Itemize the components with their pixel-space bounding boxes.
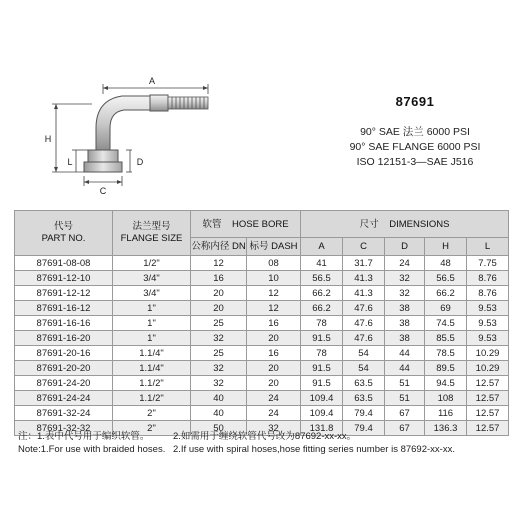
flange-size-cell: 1" (113, 331, 191, 346)
part-no-cell: 87691-16-20 (15, 331, 113, 346)
dim-l-cell: 12.57 (467, 391, 509, 406)
dim-label-a: A (148, 76, 156, 86)
dim-l-cell: 12.57 (467, 421, 509, 436)
flange-head (88, 150, 118, 162)
dim-c-cell: 54 (343, 361, 385, 376)
table-row (15, 361, 509, 376)
part-no-cell: 87691-16-12 (15, 301, 113, 316)
flange-size-cell: 1/2" (113, 256, 191, 271)
table-body (15, 256, 509, 436)
dim-d-cell: 67 (385, 406, 425, 421)
serrated-tail (168, 97, 208, 109)
part-no-cell: 87691-12-12 (15, 286, 113, 301)
dim-c-cell: 47.6 (343, 316, 385, 331)
dim-c-cell: 41.3 (343, 271, 385, 286)
dim-h-cell: 108 (425, 391, 467, 406)
dim-a-cell: 109.4 (301, 391, 343, 406)
dim-l-cell: 12.57 (467, 406, 509, 421)
flange-size-cell: 3/4" (113, 271, 191, 286)
header-flange-cn: 法兰型号 (132, 221, 171, 232)
header-hose-en: HOSE BORE (232, 218, 289, 230)
dim-h-cell: 116 (425, 406, 467, 421)
dim-l-cell: 8.76 (467, 286, 509, 301)
dim-h-cell: 69 (425, 301, 467, 316)
dash-cell: 10 (247, 271, 301, 286)
table-row (15, 331, 509, 346)
dim-d-cell: 44 (385, 346, 425, 361)
dim-d-cell: 38 (385, 316, 425, 331)
flange-size-cell: 1" (113, 316, 191, 331)
dash-cell: 20 (247, 361, 301, 376)
dim-d-cell: 44 (385, 361, 425, 376)
dim-c-cell: 41.3 (343, 286, 385, 301)
dim-c-cell: 63.5 (343, 376, 385, 391)
part-no-cell: 87691-24-24 (15, 391, 113, 406)
part-no-cell: 87691-24-20 (15, 376, 113, 391)
dn-cell: 40 (191, 391, 247, 406)
dim-c-cell: 79.4 (343, 406, 385, 421)
dash-cell: 12 (247, 286, 301, 301)
spec-line-en: 90° SAE FLANGE 6000 PSI (349, 141, 481, 153)
dn-cell: 16 (191, 271, 247, 286)
dim-d-cell: 32 (385, 271, 425, 286)
header-dash: 标号 DASH (247, 238, 301, 256)
dim-l-cell: 10.29 (467, 346, 509, 361)
dash-cell: 16 (247, 346, 301, 361)
header-dim-cn: 尺寸 (359, 218, 379, 230)
dash-cell: 16 (247, 316, 301, 331)
dim-c-cell: 47.6 (343, 301, 385, 316)
flange-size-cell: 2" (113, 406, 191, 421)
flange-size-cell: 1" (113, 301, 191, 316)
header-dim-a: A (301, 238, 343, 256)
dash-cell: 08 (247, 256, 301, 271)
flange-size-cell: 1.1/4" (113, 361, 191, 376)
dim-c-cell: 63.5 (343, 391, 385, 406)
dim-h-cell: 136.3 (425, 421, 467, 436)
dim-a-cell: 66.2 (301, 286, 343, 301)
dn-cell: 40 (191, 406, 247, 421)
notes-cn-row (18, 430, 508, 443)
dim-a-cell: 131.8 (301, 421, 343, 436)
dim-d-cell: 51 (385, 376, 425, 391)
dim-a-cell: 78 (301, 346, 343, 361)
dim-c-cell: 31.7 (343, 256, 385, 271)
dim-a-cell: 91.5 (301, 331, 343, 346)
dim-label-h: H (44, 134, 52, 144)
flange-size-cell: 3/4" (113, 286, 191, 301)
dim-a-cell: 78 (301, 316, 343, 331)
dim-label-l: L (67, 157, 73, 167)
dim-l-cell: 9.53 (467, 331, 509, 346)
notes-en-row (18, 443, 508, 456)
dn-cell: 25 (191, 316, 247, 331)
dn-cell: 32 (191, 331, 247, 346)
header-hose-cn: 软管 (202, 218, 222, 230)
flange-base (84, 162, 122, 172)
table-row (15, 391, 509, 406)
spec-line-cn: 90° SAE 法兰 6000 PSI (360, 126, 470, 138)
dim-l-cell: 8.76 (467, 271, 509, 286)
dn-cell: 50 (191, 421, 247, 436)
header-flange-size (113, 211, 191, 256)
dim-l-cell: 10.29 (467, 361, 509, 376)
dim-label-d: D (136, 157, 144, 167)
dim-a-cell: 91.5 (301, 361, 343, 376)
dn-cell: 20 (191, 286, 247, 301)
part-no-cell: 87691-12-10 (15, 271, 113, 286)
part-no-cell: 87691-32-32 (15, 421, 113, 436)
header-dimensions (301, 211, 509, 238)
dash-cell: 32 (247, 421, 301, 436)
header-dim-en: DIMENSIONS (389, 218, 450, 230)
dim-l-cell: 12.57 (467, 376, 509, 391)
header-dim-c: C (343, 238, 385, 256)
dim-a-cell: 66.2 (301, 301, 343, 316)
dash-cell: 20 (247, 376, 301, 391)
dim-h-cell: 85.5 (425, 331, 467, 346)
dimensions-table (14, 210, 509, 436)
dim-label-c: C (99, 186, 107, 196)
dim-d-cell: 67 (385, 421, 425, 436)
elbow-tube (96, 96, 150, 150)
dim-h-cell: 74.5 (425, 316, 467, 331)
dim-a-cell: 109.4 (301, 406, 343, 421)
dim-c-cell: 79.4 (343, 421, 385, 436)
table-row (15, 406, 509, 421)
part-no-cell: 87691-08-08 (15, 256, 113, 271)
spec-block (320, 94, 510, 170)
dn-cell: 12 (191, 256, 247, 271)
note-en-2: 2.If use with spiral hoses,hose fitting series number is 87692-xx-xx. (173, 444, 455, 455)
dim-h-cell: 56.5 (425, 271, 467, 286)
dim-l-cell: 9.53 (467, 301, 509, 316)
table-row (15, 256, 509, 271)
dim-l-cell: 9.53 (467, 316, 509, 331)
header-dn: 公称内径 DN (191, 238, 247, 256)
header-part-no-en: PART NO. (41, 233, 86, 244)
dim-d-cell: 51 (385, 391, 425, 406)
header-part-no-cn: 代号 (53, 221, 73, 232)
dn-cell: 20 (191, 301, 247, 316)
flange-size-cell: 1.1/2" (113, 391, 191, 406)
part-no-cell: 87691-20-20 (15, 361, 113, 376)
dash-cell: 12 (247, 301, 301, 316)
header-dim-h: H (425, 238, 467, 256)
dim-d-cell: 24 (385, 256, 425, 271)
spec-line-iso: ISO 12151-3—SAE J516 (356, 156, 474, 168)
table-row (15, 376, 509, 391)
part-no-cell: 87691-32-24 (15, 406, 113, 421)
flange-size-cell: 1.1/2" (113, 376, 191, 391)
note-cn-2: 2.如需用于缠绕软管代号改为87692-xx-xx。 (173, 431, 357, 442)
dimensions-table-wrap (14, 210, 508, 436)
dim-a-cell: 56.5 (301, 271, 343, 286)
fitting-drawing (0, 0, 300, 200)
table-row (15, 316, 509, 331)
table-row (15, 271, 509, 286)
table-row (15, 286, 509, 301)
dim-c-cell: 54 (343, 346, 385, 361)
dash-cell: 24 (247, 391, 301, 406)
dim-d-cell: 32 (385, 286, 425, 301)
part-no-cell: 87691-16-16 (15, 316, 113, 331)
dim-l-cell: 7.75 (467, 256, 509, 271)
dim-h-cell: 48 (425, 256, 467, 271)
dim-a-cell: 41 (301, 256, 343, 271)
header-hose-bore (191, 211, 301, 238)
note-en-1: Note:1.For use with braided hoses. (18, 444, 166, 455)
part-number-title: 87691 (395, 94, 435, 109)
notes (18, 430, 508, 456)
header-dim-l: L (467, 238, 509, 256)
flange-size-cell: 2" (113, 421, 191, 436)
dim-c-cell: 47.6 (343, 331, 385, 346)
header-flange-en: FLANGE SIZE (120, 233, 183, 244)
dim-h-cell: 78.5 (425, 346, 467, 361)
dim-h-cell: 89.5 (425, 361, 467, 376)
dash-cell: 20 (247, 331, 301, 346)
dim-h-cell: 94.5 (425, 376, 467, 391)
table-row (15, 301, 509, 316)
dim-a-cell: 91.5 (301, 376, 343, 391)
table-row (15, 346, 509, 361)
dim-d-cell: 38 (385, 301, 425, 316)
dn-cell: 25 (191, 346, 247, 361)
part-no-cell: 87691-20-16 (15, 346, 113, 361)
dim-h-cell: 66.2 (425, 286, 467, 301)
dim-d-cell: 38 (385, 331, 425, 346)
hose-stem (150, 95, 168, 111)
header-dim-d: D (385, 238, 425, 256)
dash-cell: 24 (247, 406, 301, 421)
dn-cell: 32 (191, 376, 247, 391)
note-cn-1: 注：1.表中代号用于编织软管。 (18, 431, 150, 442)
header-part-no (15, 211, 113, 256)
dn-cell: 32 (191, 361, 247, 376)
flange-size-cell: 1.1/4" (113, 346, 191, 361)
